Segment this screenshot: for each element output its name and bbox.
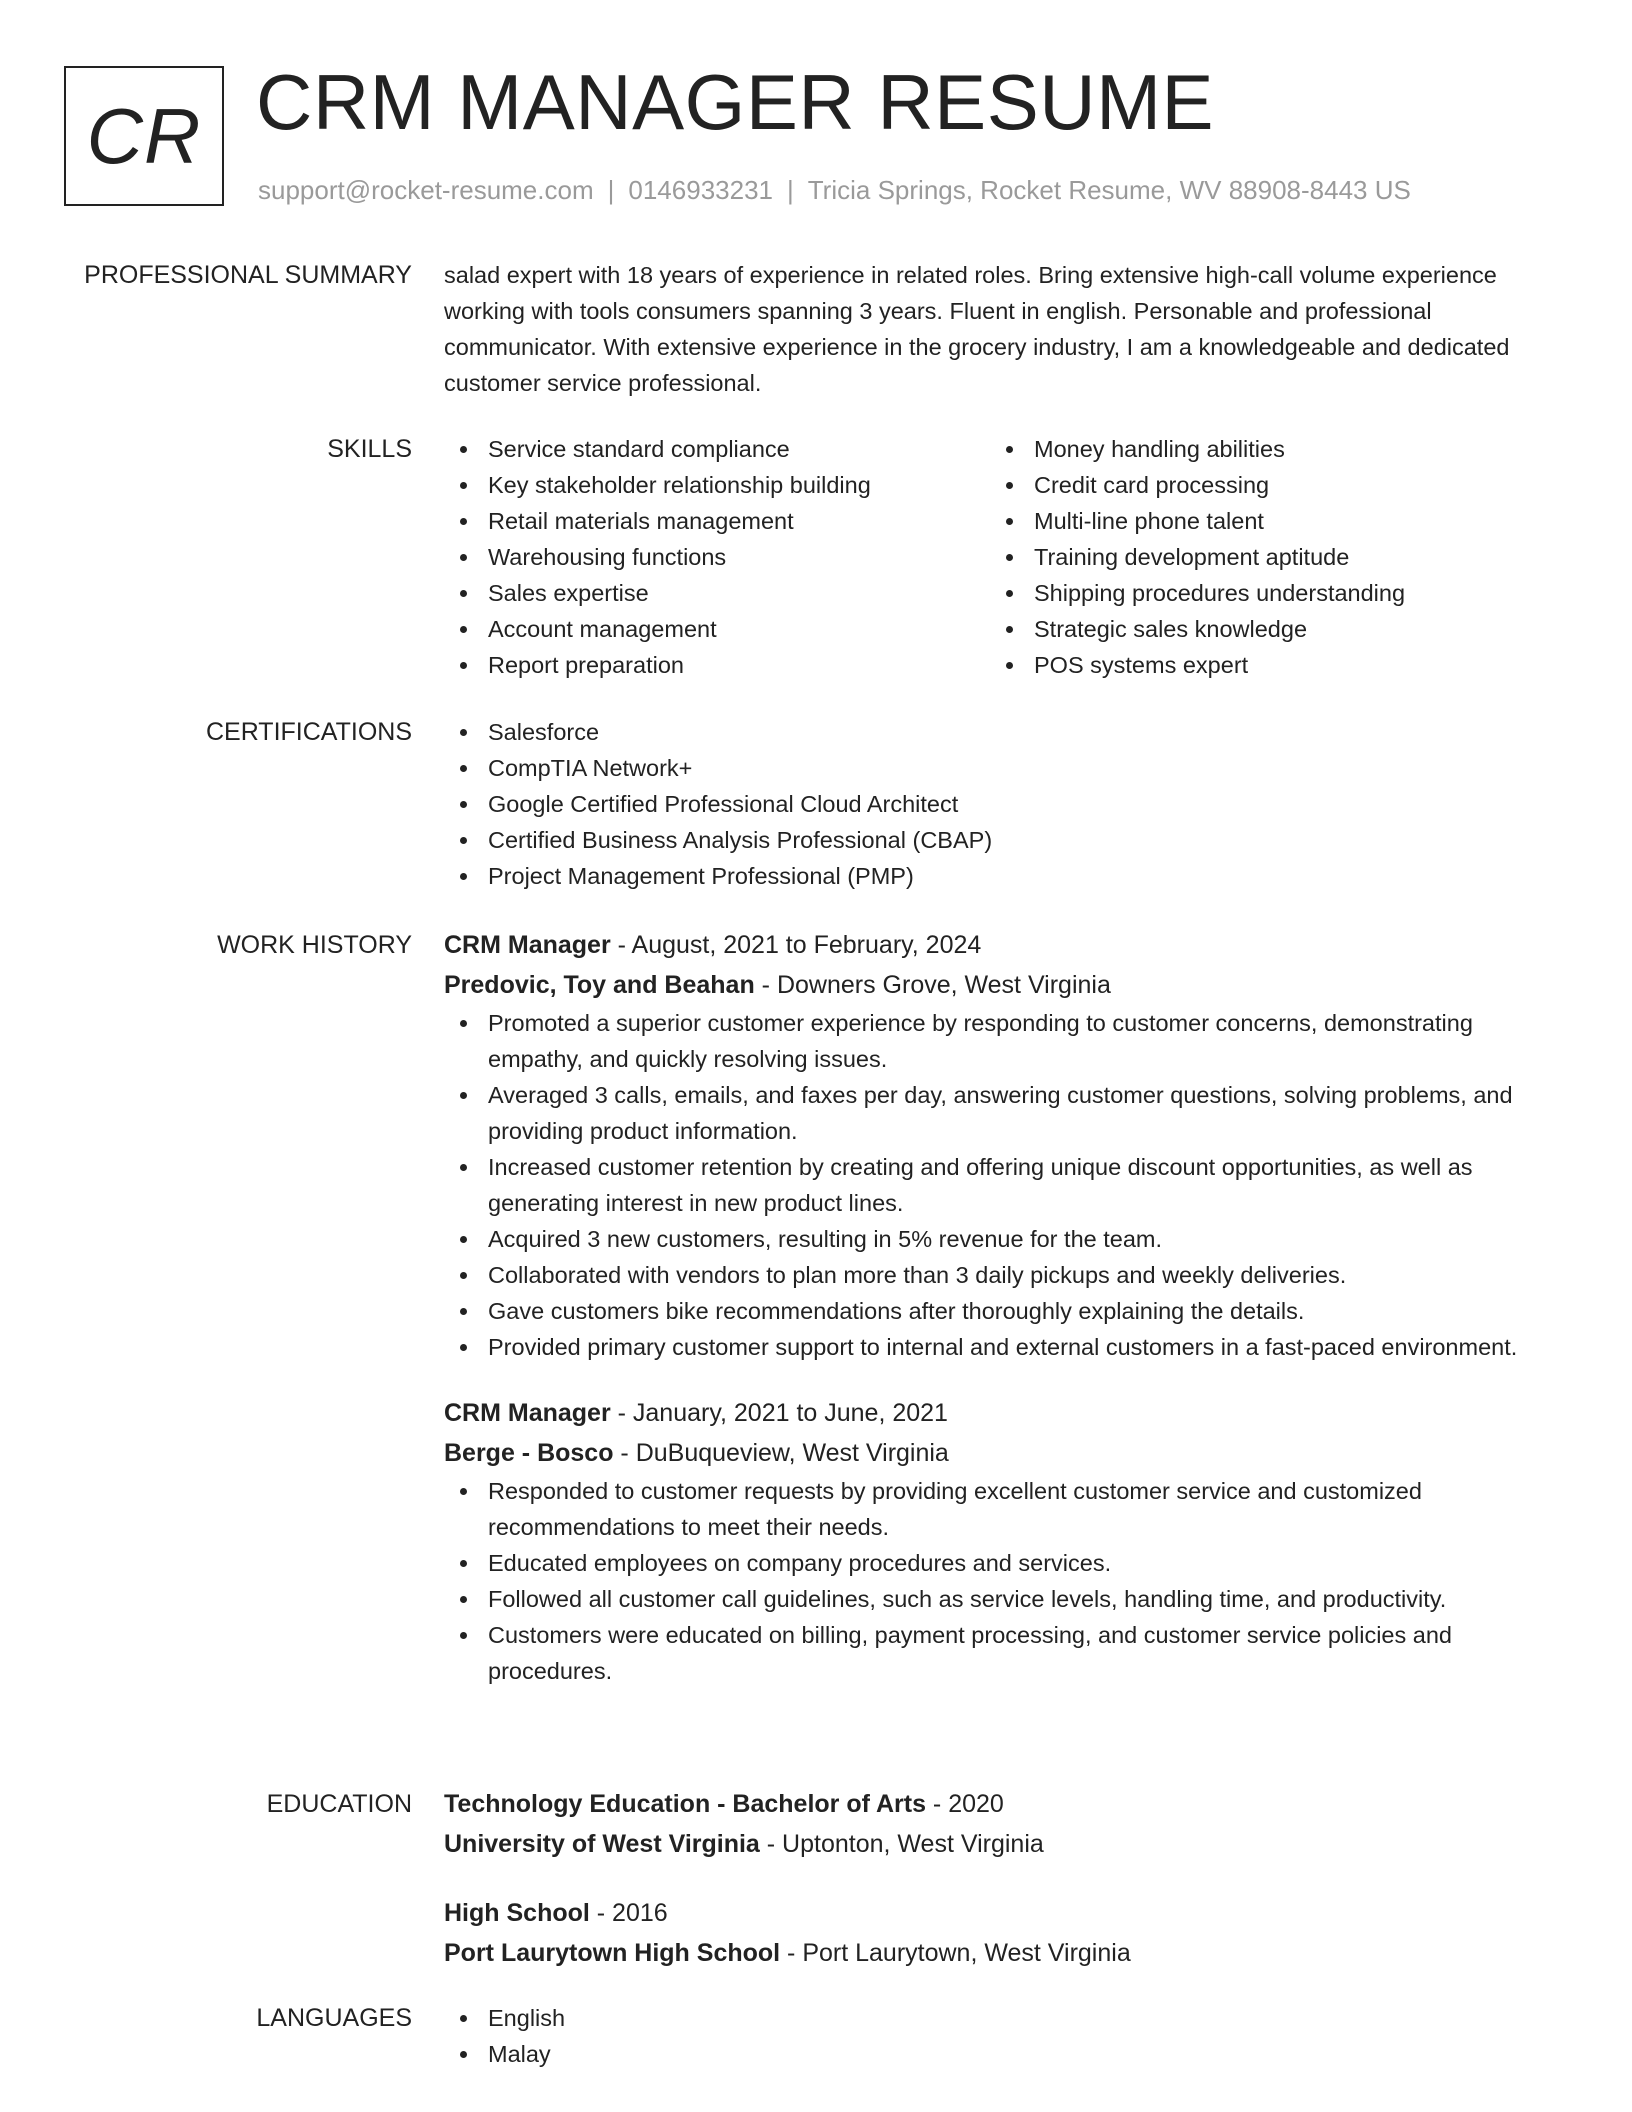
summary-body [444,257,1564,401]
work-history-body [444,925,1564,1689]
job-company: Berge - Bosco [444,1439,614,1467]
certification-item: CompTIA Network+ [444,750,1564,786]
degree-year: - 2016 [589,1899,668,1927]
job-title-line [444,1393,1564,1433]
job-duty: Acquired 3 new customers, resulting in 5% revenue for the team. [444,1221,1564,1257]
language-item: Malay [444,2036,1564,2072]
job-duty: Increased customer retention by creating and offering unique discount opportunities, as well as generating interest in new product lines. [444,1149,1564,1221]
skill-item: Sales expertise [444,575,990,611]
degree-name: High School [444,1899,590,1927]
job-duties-list [444,1005,1564,1365]
contact-email: support@rocket-resume.com [258,175,594,205]
skill-item: Credit card processing [990,467,1550,503]
skill-item: Training development aptitude [990,539,1550,575]
school-name: University of West Virginia [444,1830,760,1858]
contact-phone: 0146933231 [628,175,773,205]
school-name: Port Laurytown High School [444,1939,781,1967]
section-label: EDUCATION [266,1790,412,1818]
certification-item: Project Management Professional (PMP) [444,858,1564,894]
skill-item: Retail materials management [444,503,990,539]
education-body [444,1784,1564,1973]
certifications-list [444,714,1564,894]
job-duty: Customers were educated on billing, payment processing, and customer service policies and procedures. [444,1617,1564,1689]
job-company-line [444,1433,1564,1473]
skill-item: Warehousing functions [444,539,990,575]
job-location: - DuBuqueview, West Virginia [613,1439,949,1467]
section-label: CERTIFICATIONS [205,718,412,746]
certification-item: Google Certified Professional Cloud Architect [444,786,1564,822]
job-duty: Provided primary customer support to internal and external customers in a fast-paced environment. [444,1329,1564,1365]
skills-list-left [444,431,990,683]
section-label: WORK HISTORY [217,931,412,959]
skill-item: Shipping procedures understanding [990,575,1550,611]
contact-address: Tricia Springs, Rocket Resume, WV 88908-8443 US [807,175,1411,205]
languages-body [444,2000,1564,2072]
school-location: - Uptonton, West Virginia [759,1830,1044,1858]
contact-separator: | [787,175,794,205]
skill-item: Account management [444,611,990,647]
job-title: CRM Manager [444,1399,611,1427]
monogram-logo: CR [64,66,224,206]
skill-item: POS systems expert [990,647,1550,683]
job-dates: - January, 2021 to June, 2021 [610,1399,948,1427]
job-dates: - August, 2021 to February, 2024 [610,931,982,959]
languages-list [444,2000,1564,2072]
job-entry [444,1393,1564,1689]
certification-item: Certified Business Analysis Professional (CBAP) [444,822,1564,858]
job-duty: Promoted a superior customer experience by responding to customer concerns, demonstrating empathy, and quickly resolving issues. [444,1005,1564,1077]
job-company-line [444,965,1564,1005]
skill-item: Report preparation [444,647,990,683]
skill-item: Money handling abilities [990,431,1550,467]
job-title-line [444,925,1564,965]
skills-list-right [990,431,1550,683]
certification-item: Salesforce [444,714,1564,750]
section-label: PROFESSIONAL SUMMARY [84,261,412,289]
school-line [444,1824,1564,1864]
section-label: LANGUAGES [256,2004,412,2032]
skill-item: Key stakeholder relationship building [444,467,990,503]
degree-line [444,1784,1564,1824]
resume-title: CRM MANAGER RESUME [256,58,1215,146]
education-entry [444,1893,1564,1973]
degree-name: Technology Education - Bachelor of Arts [444,1790,926,1818]
certifications-body [444,714,1564,894]
skill-item: Strategic sales knowledge [990,611,1550,647]
job-duty: Collaborated with vendors to plan more than 3 daily pickups and weekly deliveries. [444,1257,1564,1293]
job-duty: Averaged 3 calls, emails, and faxes per day, answering customer questions, solving problems, and providing product information. [444,1077,1564,1149]
section-label: SKILLS [327,435,412,463]
job-location: - Downers Grove, West Virginia [754,971,1111,999]
job-duty: Gave customers bike recommendations after thoroughly explaining the details. [444,1293,1564,1329]
language-item: English [444,2000,1564,2036]
school-location: - Port Laurytown, West Virginia [780,1939,1131,1967]
job-entry [444,925,1564,1365]
job-duty: Responded to customer requests by providing excellent customer service and customized recommendations to meet their needs. [444,1473,1564,1545]
skills-body [444,431,1564,683]
education-entry [444,1784,1564,1864]
contact-line [258,174,1411,206]
job-duty: Followed all customer call guidelines, such as service levels, handling time, and productivity. [444,1581,1564,1617]
job-duty: Educated employees on company procedures and services. [444,1545,1564,1581]
skill-item: Multi-line phone talent [990,503,1550,539]
job-title: CRM Manager [444,931,611,959]
degree-year: - 2020 [925,1790,1004,1818]
school-line [444,1933,1564,1973]
degree-line [444,1893,1564,1933]
summary-text: salad expert with 18 years of experience in related roles. Bring extensive high-call volume experience working with tools consumers spanning 3 years. Fluent in english. Personable and professional communicator. With extensive experience in the grocery industry, I am a knowledgeable and dedicated customer service professional. [444,262,1510,396]
job-company: Predovic, Toy and Beahan [444,971,755,999]
contact-separator: | [607,175,615,205]
job-duties-list [444,1473,1564,1689]
skill-item: Service standard compliance [444,431,990,467]
